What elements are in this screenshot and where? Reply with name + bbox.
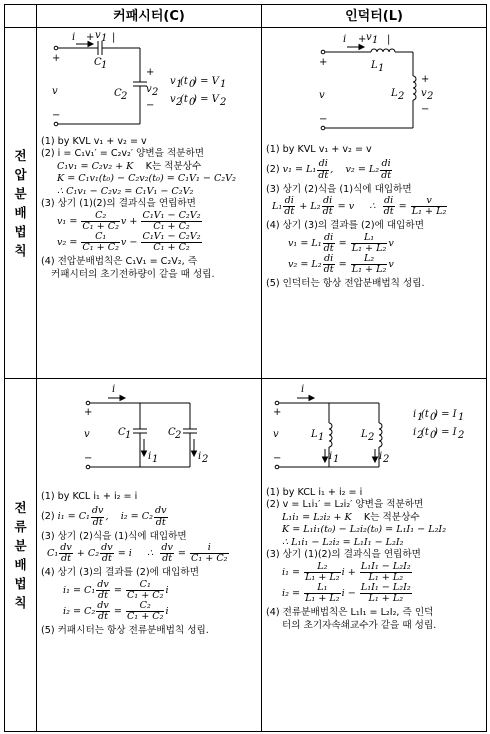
svg-text:1: 1 (101, 33, 108, 44)
svg-text:i: i (413, 427, 417, 438)
svg-text:v: v (146, 84, 152, 95)
svg-text:1: 1 (318, 432, 325, 443)
step-4: (4) 상기 (3)의 결과를 (2)에 대입하면 (266, 220, 424, 232)
svg-text:v: v (421, 88, 427, 99)
svg-text:+: + (421, 74, 430, 85)
row-label-current-division: 전 류 분 배 법 칙 (5, 379, 37, 732)
formula-i2: i₂ = $\frac{\text{L₁}}{\text{L₁ + L₂}}$ i − $\frac{\text{L₁I₁ − L₂I₂}}{\text{L₁ + L₂}}$ (282, 581, 411, 604)
svg-text:0: 0 (189, 79, 196, 90)
svg-text:) = I: ) = I (434, 427, 457, 438)
svg-text:|: | (387, 34, 391, 45)
svg-text:(t: (t (180, 76, 188, 87)
svg-text:2: 2 (175, 430, 182, 441)
svg-text:L: L (311, 429, 318, 440)
svg-text:0: 0 (430, 430, 437, 441)
svg-text:i: i (198, 451, 202, 462)
svg-text:C: C (168, 427, 176, 438)
step-2b: K는 적분상수 (145, 160, 202, 172)
header-inductor: 인덕터(L) (262, 5, 487, 28)
step-4b: 커패시터의 초기전하량이 같을 때 성립. (51, 268, 215, 280)
svg-text:+: + (146, 67, 155, 78)
svg-text:2: 2 (417, 430, 424, 441)
svg-text:1: 1 (372, 35, 379, 46)
formula-i1: i₁ = $\frac{\text{L₂}}{\text{L₁ + L₂}}$ i + $\frac{\text{L₁I₁ − L₂I₂}}{\text{L₁ + L₂}}$ (282, 560, 411, 583)
step-3: (3) 상기 (2)식을 (1)식에 대입하면 (41, 530, 187, 542)
voltage-division-row (5, 28, 487, 379)
svg-text:i: i (112, 384, 116, 395)
step-1: (1) by KCL i₁ + i₂ = i (41, 491, 138, 502)
svg-text:v: v (84, 429, 90, 440)
step-2a: L₁i₁ = L₂i₂ + K (282, 511, 352, 523)
row-label-voltage-division: 전 압 분 배 법 칙 (5, 28, 37, 379)
svg-text:(t: (t (421, 409, 429, 420)
step-3-formula: L₁ $\frac{di}{dt}$ + L₂ $\frac{di}{dt}$ = v ∴ $\frac{di}{dt}$ = $\frac{v}{\text{L₁ + L₂}}$ (272, 195, 447, 218)
step-2c: K = C₁v₁(t₀) − C₂v₂(t₀) = C₁V₁ − C₂V₂ (57, 173, 236, 185)
svg-text:2: 2 (368, 432, 375, 443)
step-2b: K는 적분상수 (363, 511, 420, 523)
step-1: (1) by KVL v₁ + v₂ = v (266, 144, 372, 155)
svg-text:) = V: ) = V (193, 76, 219, 87)
step-3: (3) 상기 (2)식을 (1)식에 대입하면 (266, 183, 412, 195)
svg-text:2: 2 (176, 97, 183, 108)
svg-text:i: i (379, 451, 383, 462)
current-division-row (5, 379, 487, 732)
svg-text:0: 0 (189, 97, 196, 108)
svg-text:1: 1 (458, 412, 465, 423)
step-4: (4) 상기 (3)의 결과를 (2)에 대입하면 (41, 567, 199, 579)
svg-text:1: 1 (101, 60, 108, 71)
capacitor-voltage-cell (37, 28, 262, 379)
svg-text:+: + (84, 407, 93, 418)
svg-text:) = I: ) = I (434, 409, 457, 420)
step-4: (4) 전압분배법칙은 C₁V₁ = C₂V₂, 즉 (41, 256, 197, 268)
svg-text:+: + (273, 407, 282, 418)
formula-v1: v₁ = $\frac{\text{C₂}}{\text{C₁ + C₂}}$ v + $\frac{\text{C₁V₁ − C₂V₂}}{\text{C₁ + C₂}}$ (57, 209, 201, 232)
svg-text:0: 0 (430, 412, 437, 423)
svg-text:1: 1 (152, 454, 159, 465)
svg-text:2: 2 (220, 97, 227, 108)
formula-v2: v₂ = L₂ $\frac{di}{dt}$ = $\frac{\text{L₂}}{\text{L₁ + L₂}}$ v (288, 252, 394, 275)
svg-text:v: v (319, 90, 325, 101)
svg-text:2: 2 (152, 87, 159, 98)
step-5: (5) 커패시터는 항상 전류분배법칙 성립. (41, 624, 209, 636)
step-2d: ∴ C₁v₁ − C₂v₂ = C₁V₁ − C₂V₂ (57, 185, 194, 197)
capacitor-current-derivation (37, 491, 261, 637)
svg-text:−: − (52, 110, 61, 121)
svg-text:+: + (52, 53, 61, 64)
inductor-current-derivation (262, 487, 486, 632)
svg-text:−: − (146, 100, 155, 111)
step-2a: C₁v₁ = C₂v₂ + K (57, 160, 134, 172)
svg-text:L: L (391, 88, 398, 99)
capacitor-voltage-derivation (37, 136, 261, 281)
header-capacitor: 커패시터(C) (37, 5, 262, 28)
step-2: (2) i = C₁v₁′ = C₂v₂′ 양변을 적분하면 (41, 148, 205, 160)
inductor-voltage-cell (262, 28, 487, 379)
svg-text:C: C (118, 427, 126, 438)
svg-text:v: v (170, 76, 176, 87)
svg-text:v: v (366, 32, 372, 43)
svg-text:1: 1 (220, 79, 227, 90)
svg-text:2: 2 (398, 91, 405, 102)
step-2c: K = L₁i₁(t₀) − L₂i₂(t₀) = L₁I₁ − L₂I₂ (282, 524, 447, 536)
svg-text:) = V: ) = V (193, 94, 219, 105)
svg-text:L: L (361, 429, 368, 440)
step-1: (1) by KVL v₁ + v₂ = v (41, 136, 147, 147)
step-1: (1) by KCL i₁ + i₂ = i (266, 487, 363, 498)
svg-text:v: v (95, 30, 101, 41)
svg-text:(t: (t (180, 94, 188, 105)
svg-text:−: − (84, 453, 93, 464)
svg-text:v: v (52, 86, 58, 97)
formula-i2: i₂ = C₂ $\frac{dv}{dt}$ = $\frac{\text{C₂}}{\text{C₁ + C₂}}$ i (63, 599, 169, 622)
svg-text:−: − (421, 104, 430, 115)
step-5: (5) 인덕터는 항상 전압분배법칙 성립. (266, 277, 425, 289)
svg-text:1: 1 (417, 412, 424, 423)
svg-text:+: + (319, 57, 328, 68)
corner-cell (5, 5, 37, 28)
svg-text:C: C (94, 57, 102, 68)
svg-text:L: L (371, 60, 378, 71)
step-2d: ∴ L₁i₁ − L₂i₂ = L₁I₁ − L₂I₂ (282, 536, 404, 548)
step-3: (3) 상기 (1)(2)의 결과식을 연립하면 (41, 198, 196, 210)
svg-text:1: 1 (333, 454, 340, 465)
capacitor-current-cell (37, 379, 262, 732)
step-2: (2) i₁ = C₁ $\frac{dv}{dt}$ , i₂ = C₂ $\frac{dv}{dt}$ (41, 505, 167, 528)
inductor-voltage-derivation (262, 144, 486, 290)
svg-text:i: i (72, 32, 76, 43)
svg-text:(t: (t (421, 427, 429, 438)
step-4b: 터의 초기자속쇄교수가 같을 때 성립. (282, 619, 437, 631)
svg-text:i: i (343, 34, 347, 45)
svg-text:C: C (114, 88, 122, 99)
step-3: (3) 상기 (1)(2)의 결과식을 연립하면 (266, 549, 421, 561)
svg-text:+: + (86, 32, 95, 43)
svg-text:i: i (413, 409, 417, 420)
step-2: (2) v = L₁i₁′ = L₂i₂′ 양변을 적분하면 (266, 499, 424, 511)
formula-v2: v₂ = $\frac{\text{C₁}}{\text{C₁ + C₂}}$ v − $\frac{\text{C₁V₁ − C₂V₂}}{\text{C₁ + C₂}}$ (57, 230, 201, 253)
svg-text:2: 2 (121, 91, 128, 102)
svg-text:−: − (319, 114, 328, 125)
svg-text:1: 1 (125, 430, 132, 441)
svg-text:2: 2 (202, 454, 209, 465)
formula-v1: v₁ = L₁ $\frac{di}{dt}$ = $\frac{\text{L₁}}{\text{L₁ + L₂}}$ v (288, 231, 394, 254)
series-inductor-circuit (263, 28, 485, 138)
svg-text:i: i (301, 384, 305, 395)
svg-text:v: v (273, 429, 279, 440)
formula-i1: i₁ = C₁ $\frac{dv}{dt}$ = $\frac{\text{C₁}}{\text{C₁ + C₂}}$ i (63, 578, 169, 601)
svg-text:+: + (358, 34, 367, 45)
svg-text:2: 2 (383, 454, 390, 465)
svg-text:−: − (273, 453, 282, 464)
svg-text:1: 1 (176, 79, 183, 90)
svg-text:i: i (148, 451, 152, 462)
svg-text:v: v (170, 94, 176, 105)
svg-text:1: 1 (378, 63, 385, 74)
series-capacitor-circuit (38, 28, 260, 136)
parallel-capacitor-circuit (38, 379, 260, 479)
parallel-inductor-circuit (263, 379, 485, 479)
step-4: (4) 전류분배법칙은 L₁I₁ = L₂I₂, 즉 인덕 (266, 607, 434, 619)
svg-text:2: 2 (458, 430, 465, 441)
svg-text:|: | (112, 32, 116, 43)
step-3-formula: C₁ $\frac{dv}{dt}$ + C₂ $\frac{dv}{dt}$ = i ∴ $\frac{dv}{dt}$ = $\frac{i}{\text{C₁ + C₂}}$ (47, 542, 228, 565)
step-2: (2) v₁ = L₁ $\frac{di}{dt}$ , v₂ = L₂ $\frac{di}{dt}$ (266, 158, 392, 181)
comparison-table (4, 4, 487, 732)
header-row (5, 5, 487, 28)
svg-text:2: 2 (427, 91, 434, 102)
svg-text:i: i (329, 451, 333, 462)
inductor-current-cell (262, 379, 487, 732)
